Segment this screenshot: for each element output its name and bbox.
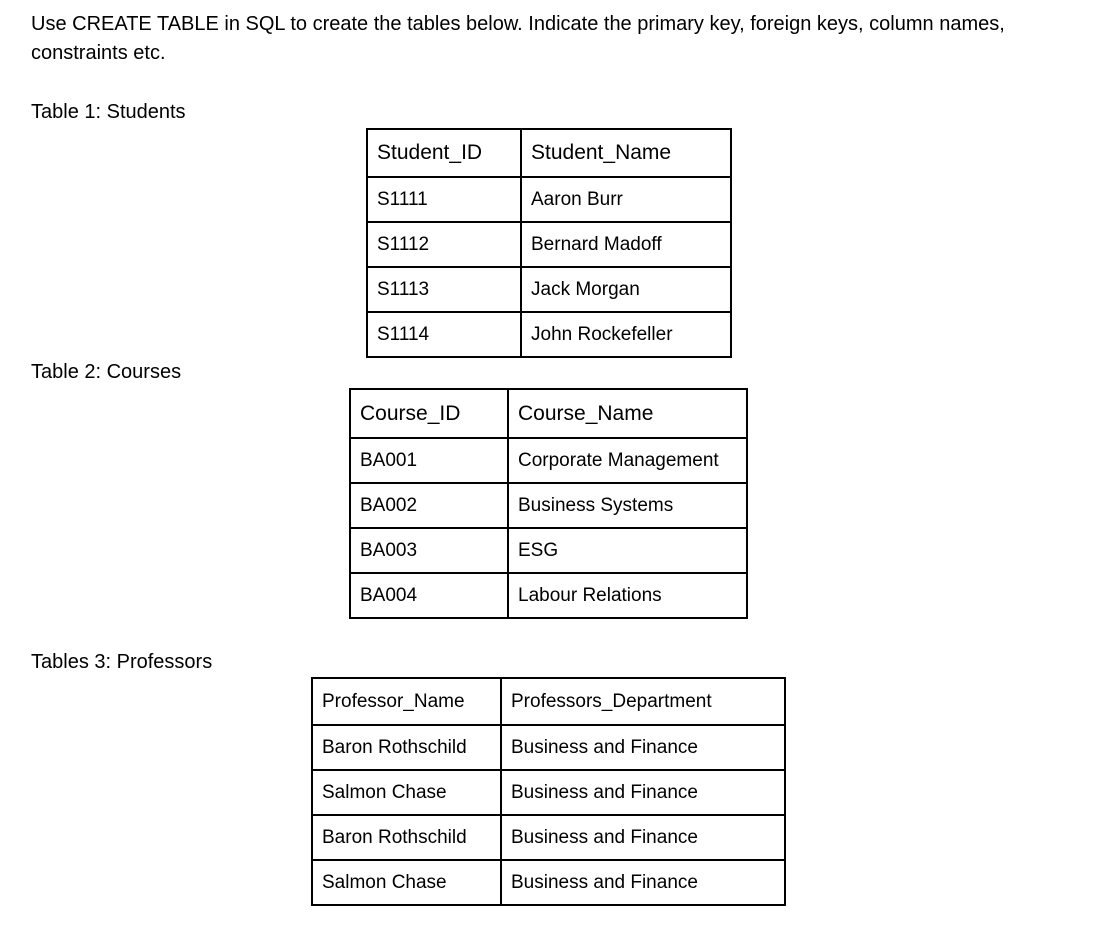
table-cell: BA004 — [350, 573, 508, 618]
table-cell: Baron Rothschild — [312, 725, 501, 770]
table-cell: Labour Relations — [508, 573, 747, 618]
table-row — [350, 528, 747, 573]
table-cell: Business and Finance — [501, 770, 785, 815]
table-cell: Aaron Burr — [521, 177, 731, 222]
table-header-row — [312, 678, 785, 725]
table-cell: BA001 — [350, 438, 508, 483]
table-cell: S1113 — [367, 267, 521, 312]
table-row — [350, 438, 747, 483]
table-cell: Baron Rothschild — [312, 815, 501, 860]
table-title-courses: Table 2: Courses — [31, 361, 182, 383]
table-row — [312, 815, 785, 860]
table-row — [367, 177, 731, 222]
table-cell: BA002 — [350, 483, 508, 528]
table-title-professors: Tables 3: Professors — [31, 651, 213, 673]
table-cell: Salmon Chase — [312, 770, 501, 815]
table-title-students: Table 1: Students — [31, 101, 186, 123]
table-cell: Salmon Chase — [312, 860, 501, 905]
column-header: Professors_Department — [501, 678, 785, 725]
table-cell: Bernard Madoff — [521, 222, 731, 267]
table-cell: John Rockefeller — [521, 312, 731, 357]
table-row — [367, 312, 731, 357]
table-header-row — [350, 389, 747, 438]
table-header-row — [367, 129, 731, 177]
table-cell: S1111 — [367, 177, 521, 222]
column-header: Professor_Name — [312, 678, 501, 725]
students-table — [366, 128, 732, 358]
instructions-text: Use CREATE TABLE in SQL to create the tables below. Indicate the primary key, foreign keys, column names, constraints etc. — [31, 13, 1005, 64]
table-row — [350, 483, 747, 528]
column-header: Student_ID — [367, 129, 521, 177]
table-cell: BA003 — [350, 528, 508, 573]
table-cell: Business Systems — [508, 483, 747, 528]
table-row — [367, 222, 731, 267]
table-row — [312, 860, 785, 905]
column-header: Student_Name — [521, 129, 731, 177]
table-cell: Business and Finance — [501, 815, 785, 860]
professors-table — [311, 677, 786, 906]
table-row — [367, 267, 731, 312]
table-cell: Business and Finance — [501, 860, 785, 905]
column-header: Course_ID — [350, 389, 508, 438]
table-row — [350, 573, 747, 618]
table-cell: Business and Finance — [501, 725, 785, 770]
table-cell: Jack Morgan — [521, 267, 731, 312]
table-cell: ESG — [508, 528, 747, 573]
column-header: Course_Name — [508, 389, 747, 438]
table-cell: Corporate Management — [508, 438, 747, 483]
table-cell: S1112 — [367, 222, 521, 267]
table-cell: S1114 — [367, 312, 521, 357]
courses-table — [349, 388, 748, 619]
table-row — [312, 770, 785, 815]
table-row — [312, 725, 785, 770]
